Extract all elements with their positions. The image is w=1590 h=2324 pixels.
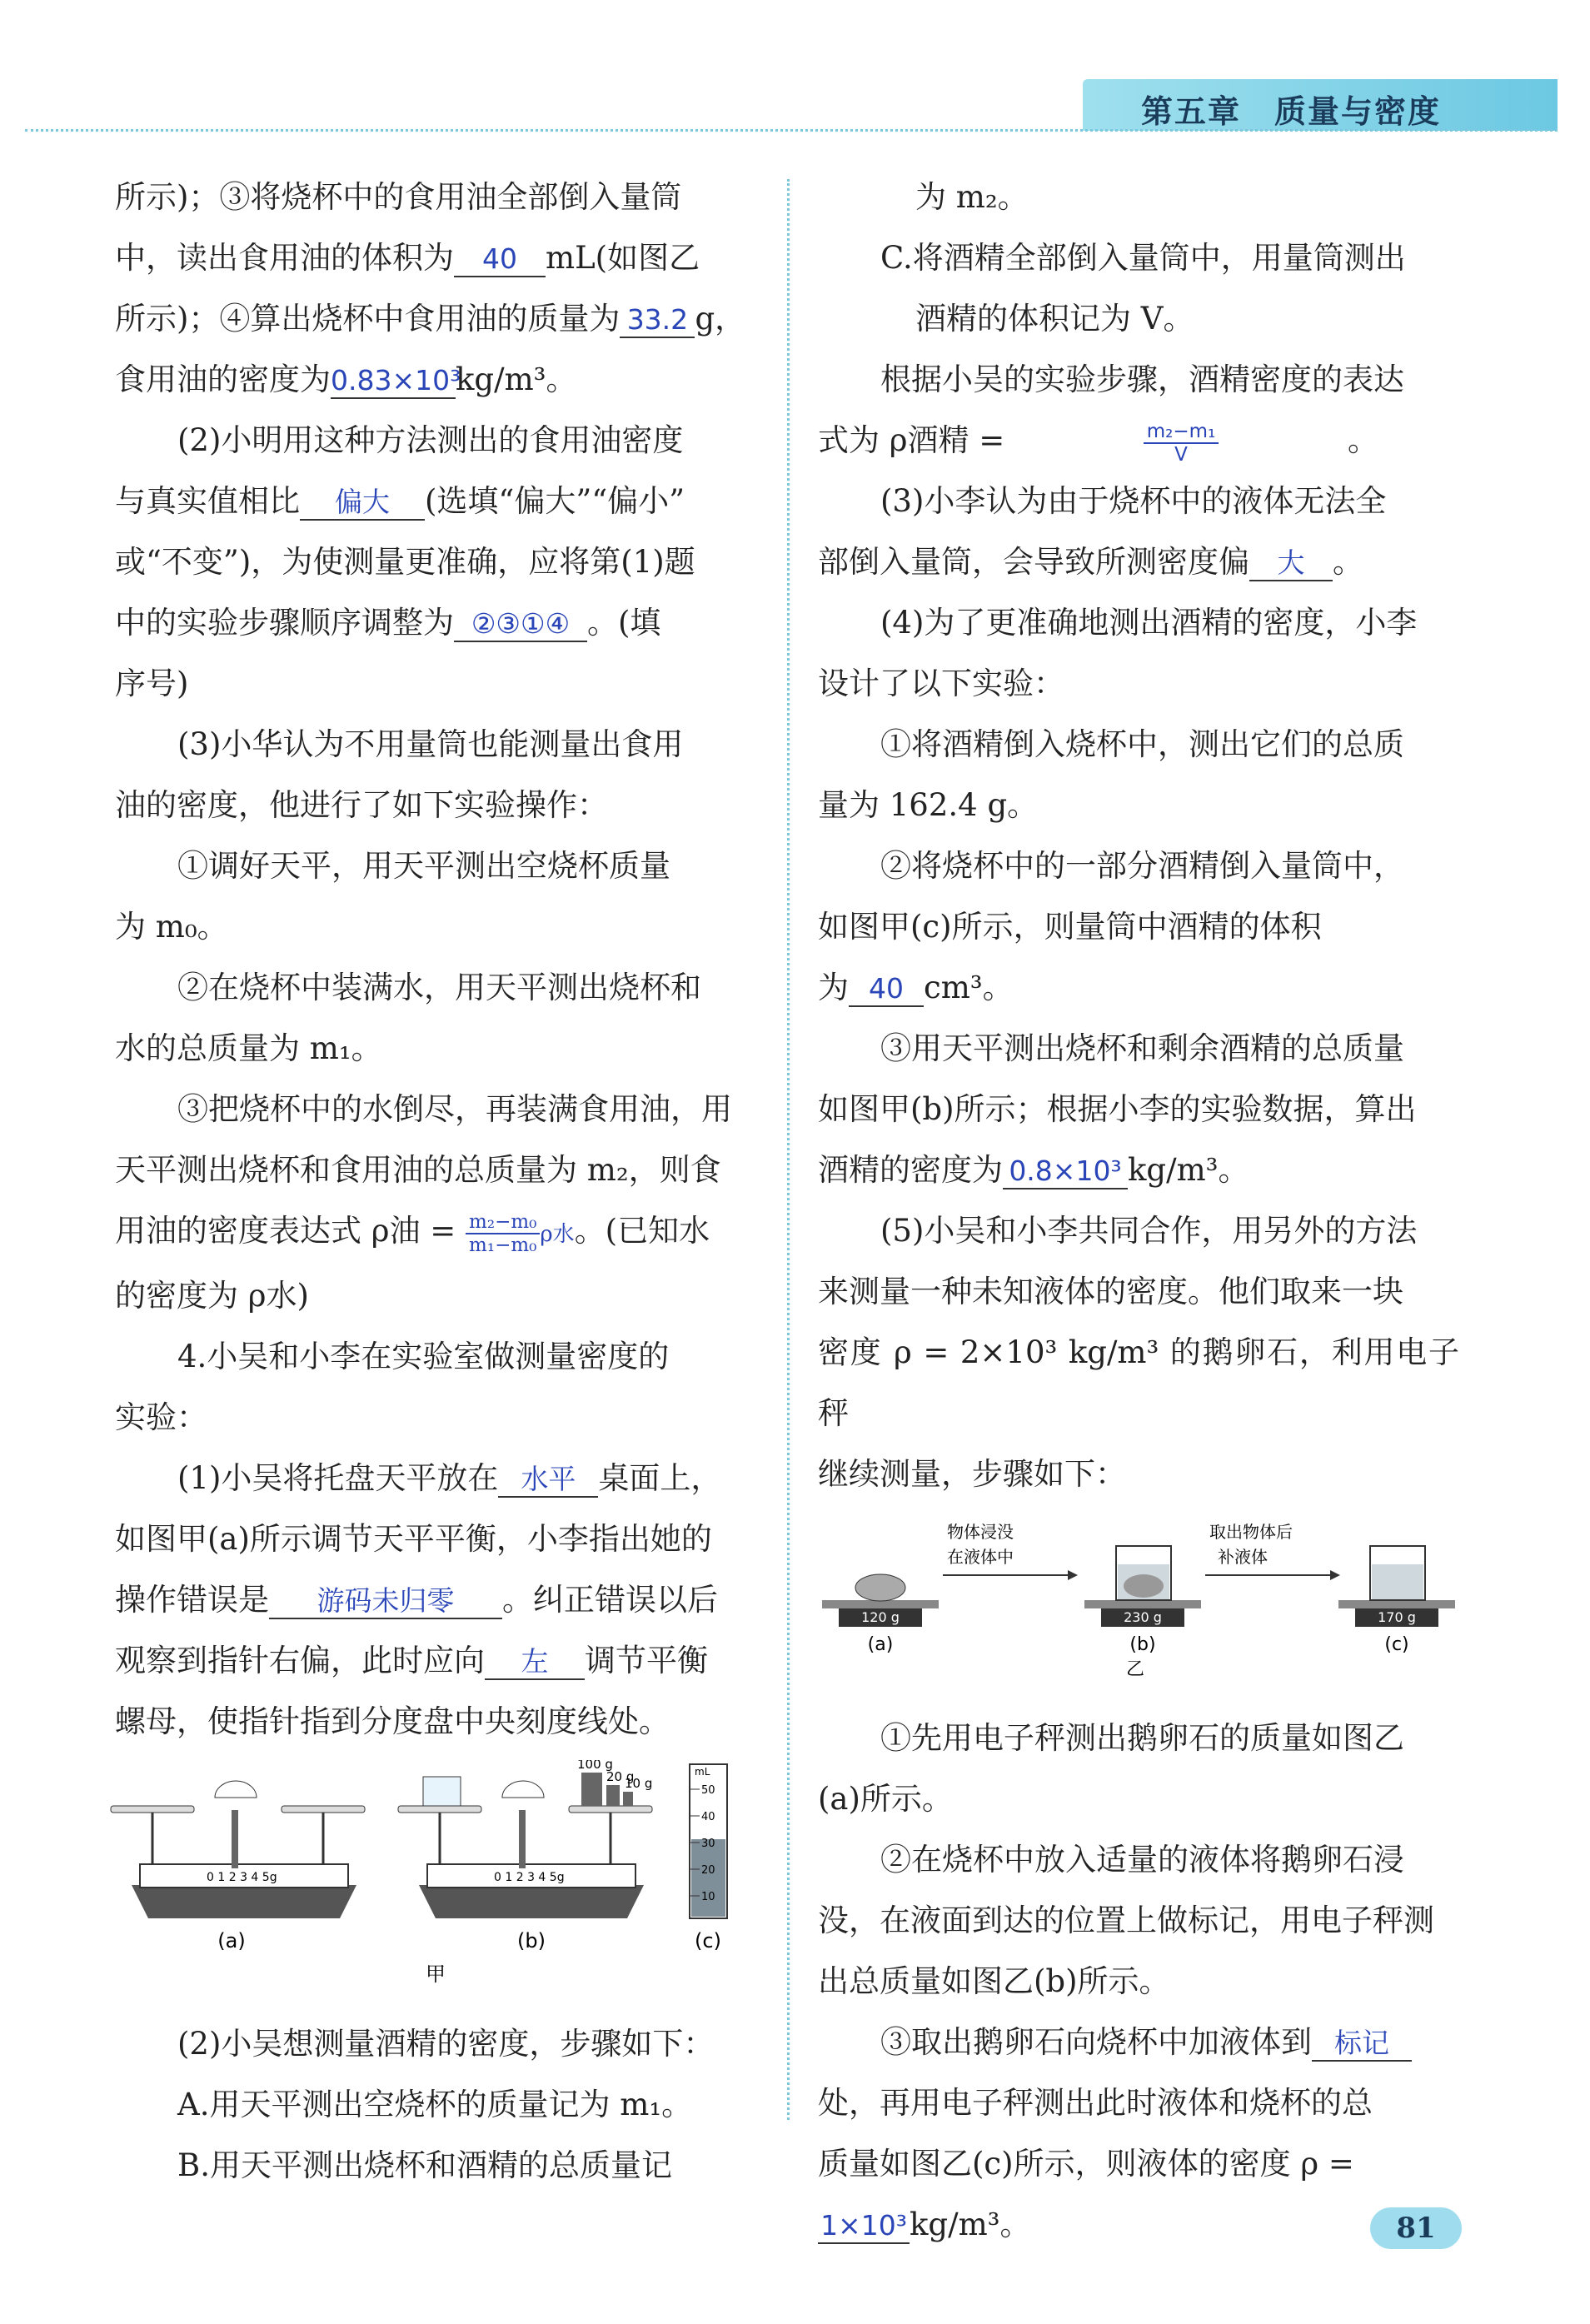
text-line: 油的密度，他进行了如下实验操作：	[115, 787, 608, 823]
text-line: 来测量一种未知液体的密度。他们取来一块	[818, 1274, 1403, 1309]
answer-volume: 40	[454, 242, 546, 277]
cylinder-tick-label: 40	[701, 1811, 715, 1823]
text-line: 1×10³kg/m³。	[818, 2194, 1459, 2255]
cylinder-tick-label: 30	[701, 1838, 715, 1850]
ruler-scale-a: 0 1 2 3 4 5g	[207, 1871, 277, 1884]
scale-a	[822, 1574, 939, 1655]
text-line: ③取出鹅卵石向烧杯中加液体到 标记	[818, 2012, 1459, 2072]
text-line: 所示)；③将烧杯中的食用油全部倒入量筒	[115, 179, 682, 215]
column-divider	[787, 179, 790, 2120]
answer-order: ②③①④	[454, 607, 587, 642]
svg-text:在液体中: 在液体中	[947, 1547, 1014, 1567]
text-line: 酒精的体积记为 V。	[915, 301, 1194, 337]
cylinder-unit: mL	[695, 1766, 710, 1778]
text-line: 观察到指针右偏，此时应向 左 调节平衡	[115, 1643, 708, 1678]
page-number: 81	[1370, 2207, 1462, 2249]
text-line: 为 m₀。	[115, 909, 228, 945]
fig2-label-b: (b)	[1129, 1634, 1156, 1655]
text-line: 或“不变”)，为使测量更准确，应将第(1)题	[115, 544, 695, 580]
text-line: 为 m₂。	[915, 179, 1029, 215]
answer-volume-40: 40	[849, 972, 924, 1007]
text-line: 继续测量，步骤如下：	[818, 1456, 1126, 1492]
text-line: 螺母，使指针指到分度盘中央刻度线处。	[115, 1703, 670, 1739]
weight-20g: 20 g	[606, 1769, 635, 1784]
answer-level: 水平	[498, 1463, 598, 1498]
fig2-label-a: (a)	[867, 1634, 894, 1655]
scale-figure	[818, 1513, 1459, 1679]
answer-alcohol-formula: $\frac{\text{m₂−m₁}}{V}$	[1014, 421, 1348, 466]
text-line: 部倒入量筒，会导致所测密度偏 大 。	[818, 544, 1363, 580]
text-line: ②在烧杯中装满水，用天平测出烧杯和	[177, 970, 701, 1005]
scale-reading-a: 120 g	[861, 1609, 900, 1625]
text-line: 出总质量如图乙(b)所示。	[818, 1963, 1170, 1999]
answer-density-08: 0.8×10³	[1003, 1155, 1128, 1189]
answer-error: 游码未归零	[269, 1584, 502, 1619]
text-line: ①先用电子秤测出鹅卵石的质量如图乙	[880, 1720, 1404, 1756]
text-line: ③用天平测出烧杯和剩余酒精的总质量	[880, 1030, 1404, 1066]
measuring-cylinder	[690, 1764, 727, 1918]
text-line: 天平测出烧杯和食用油的总质量为 m₂，则食	[115, 1152, 721, 1188]
chapter-title: 第五章 质量与密度	[1141, 93, 1442, 130]
text-line: 中的实验步骤顺序调整为 ②③①④ 。(填	[115, 605, 661, 641]
answer-mark: 标记	[1312, 2027, 1412, 2062]
text-line: 没，在液面到达的位置上做标记，用电子秤测	[818, 1903, 1434, 1938]
balance-figure	[107, 1760, 756, 1985]
text-line: 量为 162.4 g。	[818, 787, 1039, 823]
text-line: ③把烧杯中的水倒尽，再装满食用油，用	[177, 1091, 732, 1127]
scale-b	[1084, 1546, 1201, 1655]
text-line: 的密度为 ρ水)	[115, 1278, 309, 1314]
answer-big: 大	[1249, 546, 1333, 581]
text-line: ①将酒精倒入烧杯中，测出它们的总质	[880, 726, 1404, 762]
text-line: 4.小吴和小李在实验室做测量密度的	[177, 1339, 670, 1374]
text-line: (5)小吴和小李共同合作，用另外的方法	[880, 1213, 1418, 1249]
text-line: ②在烧杯中放入适量的液体将鹅卵石浸	[880, 1842, 1404, 1878]
text-line: 质量如图乙(c)所示，则液体的密度 ρ =	[818, 2146, 1354, 2182]
text-line: 中，读出食用油的体积为 40 mL(如图乙	[115, 240, 700, 276]
text-line: 根据小吴的实验步骤，酒精密度的表达	[880, 362, 1404, 397]
svg-text:取出物体后: 取出物体后	[1209, 1522, 1293, 1542]
fig2-label-c: (c)	[1384, 1634, 1409, 1655]
fig-caption-jia: 甲	[426, 1962, 446, 1985]
left-column	[115, 167, 756, 2196]
text-line: 处，再用电子秤测出此时液体和烧杯的总	[818, 2085, 1373, 2121]
answer-density: 0.83×10³	[331, 364, 456, 399]
weight-10g: 10 g	[625, 1776, 653, 1791]
text-line: 如图甲(a)所示调节天平平衡，小李指出她的	[115, 1521, 712, 1557]
fig-label-b: (b)	[517, 1929, 546, 1952]
cylinder-tick-label: 50	[701, 1784, 715, 1797]
text-line: 密度 ρ = 2×10³ kg/m³ 的鹅卵石，利用电子秤	[818, 1334, 1459, 1431]
text-line: C.将酒精全部倒入量筒中，用量筒测出	[880, 240, 1406, 276]
weight-100g: 100 g	[577, 1760, 613, 1772]
text-line: 式为 ρ酒精 = $\frac{\text{m₂−m₁}}{V}$ 。	[818, 420, 1379, 466]
text-line: 如图甲(b)所示；根据小李的实验数据，算出	[818, 1091, 1417, 1127]
text-line: (1)小吴将托盘天平放在 水平 桌面上，	[177, 1460, 722, 1496]
text-line: 序号)	[115, 666, 189, 701]
fig-label-a: (a)	[217, 1929, 246, 1952]
svg-text:补液体: 补液体	[1218, 1547, 1268, 1567]
text-line: 如图甲(c)所示，则量筒中酒精的体积	[818, 909, 1322, 945]
text-line: 操作错误是 游码未归零 。纠正错误以后	[115, 1582, 718, 1618]
text-line: ①调好天平，用天平测出空烧杯质量	[177, 848, 670, 884]
text-line: 酒精的密度为 0.8×10³ kg/m³。	[818, 1152, 1249, 1188]
text-line: 水的总质量为 m₁。	[115, 1030, 382, 1066]
text-line: A.用天平测出空烧杯的质量记为 m₁。	[177, 2087, 693, 2122]
text-line: (3)小华认为不用量筒也能测量出食用	[177, 726, 684, 762]
scale-reading-b: 230 g	[1124, 1609, 1162, 1625]
text-line: (a)所示。	[818, 1781, 953, 1817]
text-line: ②将烧杯中的一部分酒精倒入量筒中，	[880, 848, 1404, 884]
text-line: 用油的密度表达式 ρ油 = $\frac{\text{m₂−m₀}}{\text{m₁−m₀}}$ ρ水。(已知水	[115, 1210, 710, 1256]
header-divider	[25, 129, 1558, 132]
right-column	[818, 167, 1459, 2255]
answer-rho: 1×10³	[818, 2209, 910, 2244]
text-line: (3)小李认为由于烧杯中的液体无法全	[880, 483, 1387, 519]
answer-bias: 偏大	[300, 486, 425, 521]
scale-c	[1338, 1546, 1455, 1655]
text-line: 设计了以下实验：	[818, 666, 1064, 701]
balance-a	[111, 1781, 365, 1918]
text-line: (2)小明用这种方法测出的食用油密度	[177, 422, 684, 458]
fig-caption-yi: 乙	[1126, 1659, 1145, 1679]
text-line: 食用油的密度为0.83×10³kg/m³。	[115, 362, 577, 397]
arrow-submerge	[943, 1522, 1078, 1580]
text-line: 所示)；④算出烧杯中食用油的质量为 33.2 g，	[115, 301, 746, 337]
arrow-refill	[1205, 1522, 1340, 1580]
answer-mass: 33.2	[620, 303, 695, 338]
text-line: 为 40 cm³。	[818, 970, 1014, 1005]
ruler-scale-b: 0 1 2 3 4 5g	[494, 1871, 565, 1884]
balance-b	[398, 1760, 652, 1918]
answer-left: 左	[485, 1645, 585, 1680]
fig-label-c: (c)	[695, 1929, 721, 1952]
text-line: B.用天平测出烧杯和酒精的总质量记	[177, 2147, 672, 2183]
text-line: 实验：	[115, 1399, 207, 1435]
scale-reading-c: 170 g	[1378, 1609, 1416, 1625]
chapter-header	[1083, 79, 1558, 131]
text-line: (2)小吴想测量酒精的密度，步骤如下：	[177, 2026, 715, 2062]
text-line: (4)为了更准确地测出酒精的密度，小李	[880, 605, 1418, 641]
text-line: 与真实值相比 偏大 (选填“偏大”“偏小”	[115, 483, 685, 519]
cylinder-tick-label: 20	[701, 1864, 715, 1877]
svg-text:物体浸没: 物体浸没	[947, 1522, 1014, 1542]
cylinder-tick-label: 10	[701, 1891, 715, 1903]
answer-oil-density-formula: $\frac{\text{m₂−m₀}}{\text{m₁−m₀}}$	[466, 1211, 540, 1256]
